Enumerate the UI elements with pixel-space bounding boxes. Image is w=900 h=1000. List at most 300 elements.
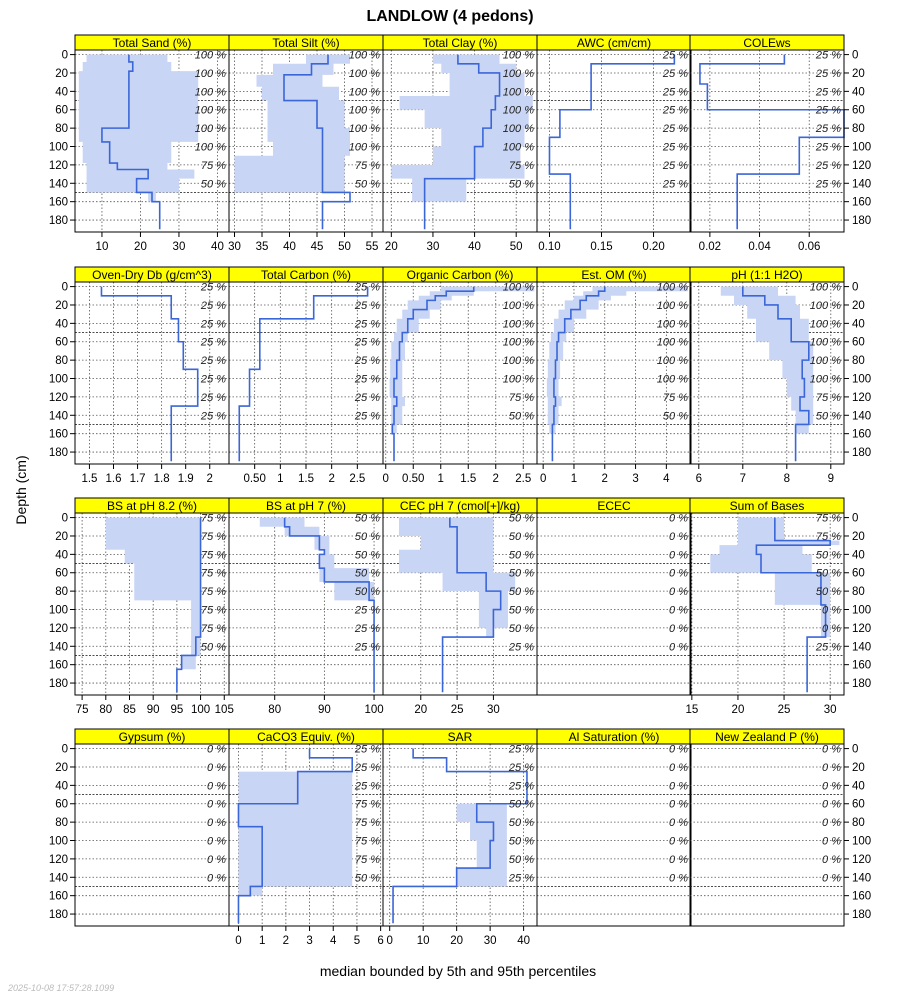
panel-title: Organic Carbon (%) [406,268,514,282]
panel-7 [229,267,383,485]
sample-percent-label: 50 % [508,622,534,635]
sample-percent-label: 100 % [809,373,841,386]
sample-percent-label: 50 % [508,817,534,830]
percentile-band [721,287,813,462]
sample-percent-label: 100 % [502,123,534,136]
sample-percent-label: 0 % [669,798,688,811]
panel-1 [49,35,229,253]
x-tick-label: 3 [632,473,639,485]
sample-percent-label: 25 % [508,780,534,793]
x-tick-label: 75 [75,704,89,716]
sample-percent-label: 0 % [669,641,688,654]
sample-percent-label: 75 % [508,159,534,172]
y-tick-label: 40 [55,86,68,99]
sample-percent-label: 100 % [194,49,226,62]
sample-percent-label: 50 % [815,586,841,599]
sample-percent-label: 25 % [200,410,226,423]
x-tick-label: 30 [172,241,186,253]
panel-title: Total Sand (%) [112,36,192,50]
sample-percent-label: 0 % [669,549,688,562]
sample-percent-label: 100 % [194,104,226,117]
sample-percent-label: 0 % [207,853,226,866]
sample-percent-label: 25 % [508,872,534,885]
x-tick-label: 0 [539,473,547,485]
y-tick-label: 20 [852,67,865,80]
x-tick-label: 2 [492,473,499,485]
y-tick-label: 0 [852,512,859,525]
sample-percent-label: 25 % [662,104,688,117]
sample-percent-label: 25 % [662,86,688,99]
x-tick-label: 90 [317,704,331,716]
sample-percent-label: 0 % [669,512,688,525]
sample-percent-label: 100 % [348,141,380,154]
sample-percent-label: 0 % [822,761,841,774]
x-tick-label: 80 [268,704,282,716]
y-tick-label: 120 [48,622,68,635]
sample-percent-label: 0 % [669,586,688,599]
x-tick-label: 2 [328,473,335,485]
y-tick-label: 180 [852,215,872,228]
panel-20 [690,729,871,926]
x-tick-label: 20 [450,935,464,947]
sample-percent-label: 25 % [815,141,841,154]
sample-percent-label: 0 % [669,743,688,756]
x-tick-label: 0.20 [642,241,665,253]
sample-percent-label: 75 % [200,512,226,525]
sample-percent-label: 75 % [200,622,226,635]
sample-percent-label: 100 % [809,336,841,349]
sample-percent-label: 25 % [354,743,380,756]
x-tick-label: 1 [258,935,266,947]
y-tick-label: 0 [852,49,859,62]
sample-percent-label: 25 % [662,159,688,172]
y-tick-label: 100 [852,604,872,617]
sample-percent-label: 100 % [809,355,841,368]
sample-percent-label: 25 % [662,141,688,154]
x-tick-label: 4 [330,935,337,947]
sample-percent-label: 25 % [200,373,226,386]
sample-percent-label: 0 % [669,622,688,635]
panel-title: Total Silt (%) [272,36,340,50]
sample-percent-label: 50 % [354,586,380,599]
sample-percent-label: 100 % [809,281,841,294]
y-tick-label: 100 [852,373,872,386]
y-tick-label: 40 [55,549,68,562]
x-tick-label: 1.5 [81,473,98,485]
x-tick-label: 40 [283,241,296,253]
sample-percent-label: 100 % [194,86,226,99]
x-tick-label: 40 [211,241,224,253]
percentile-band [101,287,197,462]
x-tick-label: 1.5 [298,473,314,485]
sample-percent-label: 50 % [815,549,841,562]
sample-percent-label: 25 % [508,761,534,774]
y-tick-label: 20 [852,761,865,774]
sample-percent-label: 25 % [815,86,841,99]
y-tick-label: 40 [55,780,68,793]
sample-percent-label: 75 % [815,391,841,404]
sample-percent-label: 50 % [354,549,380,562]
panel-title: Gypsum (%) [118,730,186,744]
x-tick-label: 0.10 [538,241,561,253]
x-tick-label: 50 [509,241,523,253]
sample-percent-label: 100 % [502,49,534,62]
y-tick-label: 140 [48,872,68,885]
y-tick-label: 80 [55,817,68,830]
sample-percent-label: 50 % [508,853,534,866]
sample-percent-label: 0 % [669,872,688,885]
y-tick-label: 100 [48,604,68,617]
x-tick-label: 20 [384,241,398,253]
y-tick-label: 0 [852,281,859,294]
sample-percent-label: 25 % [508,743,534,756]
percentile-band [235,55,351,230]
x-tick-label: 35 [255,241,269,253]
x-tick-label: 0.06 [798,241,821,253]
sample-percent-label: 100 % [809,299,841,312]
y-tick-label: 60 [852,104,865,117]
y-tick-label: 140 [48,410,68,423]
sample-percent-label: 50 % [508,586,534,599]
sample-percent-label: 100 % [502,86,534,99]
panel-19 [537,729,691,926]
sample-percent-label: 100 % [348,86,380,99]
sample-percent-label: 25 % [354,622,380,635]
y-tick-label: 80 [852,586,865,599]
sample-percent-label: 75 % [815,512,841,525]
sample-percent-label: 50 % [200,641,226,654]
sample-percent-label: 50 % [354,178,380,191]
x-tick-label: 90 [146,704,160,716]
sample-percent-label: 0 % [207,835,226,848]
panel-title: New Zealand P (%) [715,730,819,744]
panel-title: BS at pH 7 (%) [265,499,347,513]
sample-percent-label: 75 % [815,530,841,543]
y-tick-label: 40 [852,549,865,562]
sample-percent-label: 25 % [815,67,841,80]
y-tick-label: 160 [852,428,872,441]
sample-percent-label: 0 % [822,817,841,830]
x-tick-label: 2 [601,473,608,485]
y-tick-label: 140 [48,178,68,191]
sample-percent-label: 25 % [200,318,226,331]
y-tick-label: 80 [55,355,68,368]
y-tick-label: 140 [48,641,68,654]
y-tick-label: 0 [61,743,68,756]
y-tick-label: 60 [852,336,865,349]
x-tick-label: 4 [663,473,670,485]
sample-percent-label: 0 % [207,761,226,774]
panel-title: Al Saturation (%) [568,730,660,744]
y-tick-label: 160 [852,890,872,903]
y-tick-label: 180 [852,678,872,691]
y-tick-label: 140 [852,410,872,423]
figure-title: LANDLOW (4 pedons) [366,8,534,25]
y-tick-label: 160 [48,659,68,672]
sample-percent-label: 0 % [669,604,688,617]
y-tick-label: 100 [852,835,872,848]
y-tick-label: 40 [55,318,68,331]
sample-percent-label: 100 % [656,355,688,368]
percentile-band [239,287,367,462]
sample-percent-label: 100 % [502,373,534,386]
x-tick-label: 20 [731,704,745,716]
sample-percent-label: 75 % [200,586,226,599]
y-tick-label: 60 [852,567,865,580]
sample-percent-label: 25 % [200,299,226,312]
y-tick-label: 180 [48,215,68,228]
sample-percent-label: 25 % [354,299,380,312]
panel-title: BS at pH 8.2 (%) [106,499,198,513]
x-tick-label: 30 [823,704,837,716]
sample-percent-label: 100 % [502,141,534,154]
y-tick-label: 120 [852,853,872,866]
sample-percent-label: 0 % [822,872,841,885]
sample-percent-label: 100 % [194,141,226,154]
panel-16 [49,729,229,926]
x-tick-label: 0 [235,935,242,947]
sample-percent-label: 0 % [822,798,841,811]
x-tick-label: 1.5 [460,473,477,485]
sample-percent-label: 75 % [200,604,226,617]
y-tick-label: 20 [852,530,865,543]
sample-percent-label: 25 % [200,391,226,404]
y-tick-label: 180 [48,447,68,460]
sample-percent-label: 25 % [354,604,380,617]
sample-percent-label: 75 % [200,549,226,562]
x-tick-label: 0 [382,473,389,485]
sample-percent-label: 25 % [662,123,688,136]
sample-percent-label: 75 % [354,798,380,811]
y-tick-label: 40 [852,318,865,331]
percentile-band [79,55,198,230]
x-tick-label: 1.6 [105,473,122,485]
y-tick-label: 40 [852,86,865,99]
panel-frame [537,744,691,926]
panel-title: CEC pH 7 (cmol[+]/kg) [399,499,521,513]
y-tick-label: 180 [852,447,872,460]
sample-percent-label: 100 % [656,336,688,349]
x-tick-label: 45 [310,241,324,253]
x-tick-label: 2.5 [515,473,532,485]
sample-percent-label: 100 % [809,318,841,331]
sample-percent-label: 0 % [207,872,226,885]
panel-13 [383,498,537,716]
sample-percent-label: 0 % [669,835,688,848]
panel-frame [75,744,229,926]
sample-percent-label: 25 % [354,761,380,774]
y-tick-label: 40 [852,780,865,793]
sample-percent-label: 50 % [354,530,380,543]
sample-percent-label: 50 % [815,410,841,423]
sample-percent-label: 25 % [815,641,841,654]
x-tick-label: 80 [99,704,113,716]
panel-15 [685,498,871,716]
sample-percent-label: 100 % [502,281,534,294]
y-tick-label: 160 [48,196,68,209]
panel-title: Sum of Bases [729,499,805,513]
y-tick-label: 140 [852,641,872,654]
percentile-band [710,518,839,693]
sample-percent-label: 100 % [502,67,534,80]
sample-percent-label: 25 % [815,159,841,172]
y-tick-label: 80 [55,586,68,599]
sample-percent-label: 25 % [815,123,841,136]
sample-percent-label: 75 % [200,159,226,172]
sample-percent-label: 75 % [354,835,380,848]
x-tick-label: 10 [95,241,109,253]
x-tick-label: 20 [414,704,428,716]
sample-percent-label: 25 % [815,178,841,191]
panel-title: pH (1:1 H2O) [731,268,803,282]
percentile-band [457,804,507,887]
panel-title: COLEws [743,36,791,50]
panel-14 [537,498,691,695]
median-line [393,749,527,924]
sample-percent-label: 0 % [669,761,688,774]
panel-3 [383,35,537,253]
x-tick-label: 1.7 [129,473,146,485]
y-tick-label: 20 [852,299,865,312]
panel-12 [229,498,384,716]
y-tick-label: 140 [852,178,872,191]
y-tick-label: 160 [48,428,68,441]
panel-frame [690,744,844,926]
panel-6 [49,267,229,485]
x-tick-label: 2 [282,935,290,947]
y-tick-label: 140 [852,872,872,885]
y-tick-label: 0 [61,512,68,525]
sample-percent-label: 25 % [354,641,380,654]
y-tick-label: 0 [61,281,68,294]
sample-percent-label: 0 % [207,743,226,756]
timestamp: 2025-10-08 17:57:28.1099 [8,983,115,993]
y-tick-label: 80 [852,355,865,368]
x-tick-label: 30 [426,241,440,253]
sample-percent-label: 50 % [354,567,380,580]
sample-percent-label: 50 % [200,178,226,191]
x-tick-label: 30 [487,704,500,716]
sample-percent-label: 25 % [815,104,841,117]
panel-title: Oven-Dry Db (g/cm^3) [92,268,212,282]
y-tick-label: 180 [852,909,872,922]
sample-percent-label: 100 % [502,336,534,349]
sample-percent-label: 50 % [508,530,534,543]
sample-percent-label: 100 % [502,318,534,331]
y-tick-label: 20 [55,67,68,80]
panel-2 [228,35,383,253]
y-tick-label: 60 [852,798,865,811]
x-tick-label: 1.8 [153,473,170,485]
sample-percent-label: 100 % [348,123,380,136]
sample-percent-label: 25 % [200,281,226,294]
sample-percent-label: 0 % [822,853,841,866]
y-tick-label: 120 [48,853,68,866]
sample-percent-label: 25 % [662,178,688,191]
sample-percent-label: 100 % [348,49,380,62]
x-tick-label: 1.9 [177,473,194,485]
sample-percent-label: 50 % [508,798,534,811]
sample-percent-label: 25 % [354,373,380,386]
sample-percent-label: 0 % [669,817,688,830]
sample-percent-label: 25 % [662,67,688,80]
y-axis-label: Depth (cm) [13,455,29,525]
sample-percent-label: 100 % [348,104,380,117]
y-tick-label: 160 [48,890,68,903]
sample-percent-label: 0 % [822,604,841,617]
x-tick-label: 0.15 [590,241,613,253]
x-tick-label: 55 [365,241,379,253]
panel-title: SAR [447,730,473,744]
x-tick-label: 100 [364,704,384,716]
y-tick-label: 120 [852,159,872,172]
sample-percent-label: 50 % [508,549,534,562]
x-tick-label: 25 [450,704,464,716]
x-tick-label: 1 [277,473,284,485]
sample-percent-label: 50 % [508,567,534,580]
sample-percent-label: 100 % [348,67,380,80]
y-tick-label: 0 [852,743,859,756]
x-tick-label: 0 [386,935,393,947]
x-tick-label: 8 [783,473,791,485]
sample-percent-label: 0 % [669,567,688,580]
sample-percent-label: 100 % [656,299,688,312]
y-tick-label: 180 [48,678,68,691]
y-tick-label: 80 [852,123,865,136]
sample-percent-label: 50 % [508,604,534,617]
panel-title: Total Carbon (%) [260,268,352,282]
y-tick-label: 60 [55,798,68,811]
sample-percent-label: 0 % [822,743,841,756]
y-tick-label: 100 [48,373,68,386]
panel-17 [229,729,384,947]
x-tick-label: 15 [685,704,699,716]
sample-percent-label: 0 % [822,835,841,848]
sample-percent-label: 75 % [354,159,380,172]
sample-percent-label: 25 % [354,410,380,423]
y-tick-label: 120 [48,159,68,172]
x-tick-label: 50 [338,241,351,253]
sample-percent-label: 100 % [194,67,226,80]
x-tick-label: 10 [416,935,430,947]
sample-percent-label: 100 % [194,123,226,136]
y-tick-label: 100 [852,141,872,154]
y-tick-label: 60 [55,567,68,580]
sample-percent-label: 25 % [354,336,380,349]
sample-percent-label: 0 % [207,817,226,830]
panel-10 [690,267,871,485]
y-tick-label: 60 [55,336,68,349]
y-tick-label: 160 [852,196,872,209]
x-tick-label: 5 [353,935,361,947]
sample-percent-label: 0 % [822,622,841,635]
sample-percent-label: 25 % [354,391,380,404]
median-line [101,287,197,462]
panel-frame [537,513,691,695]
sample-percent-label: 75 % [354,817,380,830]
panel-18 [383,729,537,947]
sample-percent-label: 50 % [508,835,534,848]
x-tick-label: 25 [777,704,791,716]
sample-percent-label: 25 % [200,336,226,349]
y-tick-label: 120 [852,622,872,635]
sample-percent-label: 75 % [354,853,380,866]
sample-percent-label: 0 % [207,780,226,793]
sample-percent-label: 75 % [508,391,534,404]
y-tick-label: 0 [61,49,68,62]
panel-5 [690,35,871,253]
sample-percent-label: 75 % [200,530,226,543]
